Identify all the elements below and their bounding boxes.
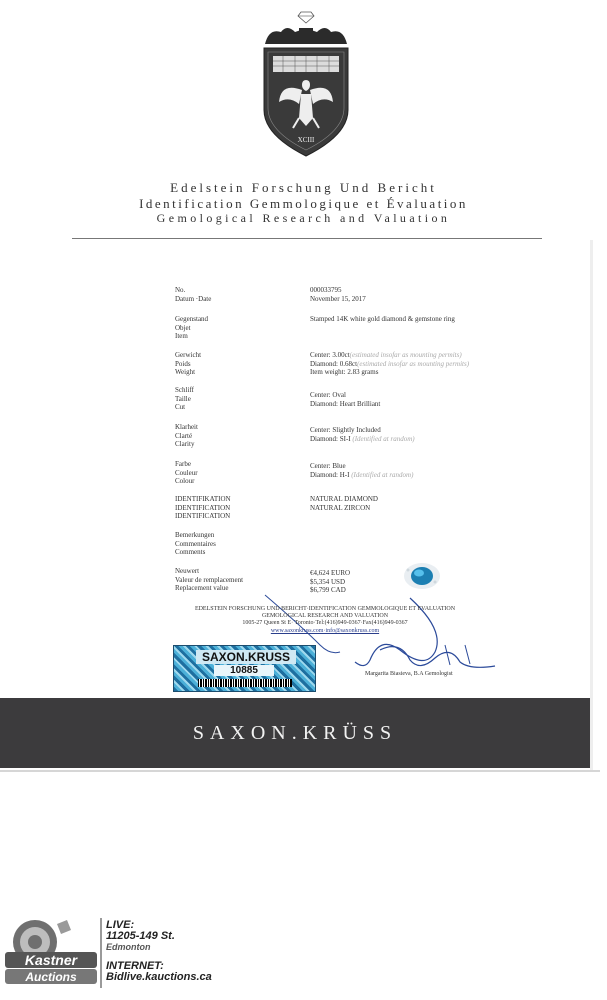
footer-website-link[interactable]: www.saxonkruss.com·info@saxonkruss.com: [270, 628, 380, 634]
value-cad: $6,799 CAD: [310, 586, 346, 594]
certificate-date: November 15, 2017: [310, 294, 366, 303]
label: Valeur de remplacement: [175, 575, 244, 584]
title-german: Edelstein Forschung Und Bericht: [170, 180, 437, 195]
label: Clarté: [175, 431, 193, 440]
auction-contact: [106, 920, 212, 983]
label: IDENTIFICATION: [175, 512, 231, 520]
label: Weight: [175, 368, 196, 376]
label: Couleur: [175, 468, 198, 477]
label: Klarheit: [175, 423, 198, 431]
colour-diamond: Diamond: H-I: [310, 470, 350, 479]
label: Commentaires: [175, 539, 216, 548]
label: Objet: [175, 323, 191, 332]
scan-edge: [0, 770, 600, 772]
seal-name: SAXON.KRUSS: [196, 650, 296, 664]
clarity-diamond: Diamond: SI-I: [310, 434, 351, 443]
label: Poids: [175, 359, 191, 368]
label: Schliff: [175, 386, 194, 394]
weight-diamond: Diamond: 0.68ct: [310, 359, 358, 368]
footer-institute: EDELSTEIN FORSCHUNG UND BERICHT·IDENTIFICATION GEMMOLOGIQUE ET EVALUATION: [194, 606, 456, 612]
internet-label: INTERNET:: [106, 960, 164, 972]
label: No.: [175, 286, 186, 294]
brand-name: SAXON.KRÜSS: [192, 722, 398, 744]
clarity-center: Center: Slightly Included: [310, 426, 381, 434]
live-label: LIVE:: [106, 919, 135, 931]
label: Taille: [175, 394, 191, 403]
internet-url-link[interactable]: Bidlive.kauctions.ca: [106, 971, 212, 983]
title-english: Gemological Research and Valuation: [156, 211, 451, 225]
label: IDENTIFICATION: [175, 503, 231, 512]
label: Neuwert: [175, 567, 200, 575]
svg-text:Auctions: Auctions: [25, 970, 77, 984]
weight-center: Center: 3.00ct: [310, 351, 350, 359]
live-address: 11205-149 St.: [106, 930, 175, 942]
weight-note: (estimated insofar as mounting permits): [349, 351, 462, 359]
weight-note: (estimated insofar as mounting permits): [357, 359, 470, 368]
scan-edge: [590, 240, 593, 770]
seal-barcode-icon: [198, 679, 292, 687]
certificate-number: 000033795: [310, 286, 342, 294]
svg-text:XCIII: XCIII: [297, 136, 315, 144]
cut-center: Center: Oval: [310, 391, 346, 399]
clarity-note: (Identified at random): [352, 434, 415, 443]
item-description: Stamped 14K white gold diamond & gemstone ring: [310, 315, 455, 323]
label: Cut: [175, 403, 186, 411]
kastner-auctions-logo: [5, 918, 97, 986]
crest-emblem-icon: [261, 10, 351, 160]
footer-address: 1005-27 Queen St E· Toronto·Tel:(416)949-0367·Fax(416)949-0367: [242, 620, 408, 626]
label: IDENTIFIKATION: [175, 495, 231, 503]
logo-divider: [100, 918, 102, 988]
header-divider: [72, 238, 542, 239]
cut-diamond: Diamond: Heart Brilliant: [310, 399, 381, 408]
label: Replacement value: [175, 584, 229, 592]
ring-photo-icon: [402, 560, 442, 592]
seal-number: 10885: [214, 665, 274, 676]
gemologist-name: Margarita Biasieva, B.A Gemologist: [365, 671, 453, 677]
label: Datum ·Date: [175, 294, 212, 303]
colour-center: Center: Blue: [310, 462, 346, 470]
label: Colour: [175, 477, 195, 485]
label: Bemerkungen: [175, 531, 215, 539]
live-city: Edmonton: [106, 942, 151, 952]
footer-institute-en: GEMOLOGICAL RESEARCH AND VALUATION: [261, 613, 389, 619]
hologram-seal: [173, 645, 316, 692]
identification-diamond: NATURAL DIAMOND: [310, 495, 378, 503]
colour-note: (Identified at random): [351, 470, 414, 479]
label: Clarity: [175, 440, 195, 448]
label: Item: [175, 332, 188, 340]
label: Comments: [175, 548, 206, 556]
weight-item: Item weight: 2.83 grams: [310, 368, 379, 376]
title-french: Identification Gemmologique et Évaluation: [139, 196, 468, 211]
label: Gerwicht: [175, 351, 202, 359]
value-usd: $5,354 USD: [310, 577, 346, 586]
label: Farbe: [175, 460, 191, 468]
label: Gegenstand: [175, 315, 209, 323]
identification-zircon: NATURAL ZIRCON: [310, 503, 371, 512]
svg-text:Kastner: Kastner: [24, 952, 78, 968]
value-euro: €4,624 EURO: [310, 569, 351, 577]
